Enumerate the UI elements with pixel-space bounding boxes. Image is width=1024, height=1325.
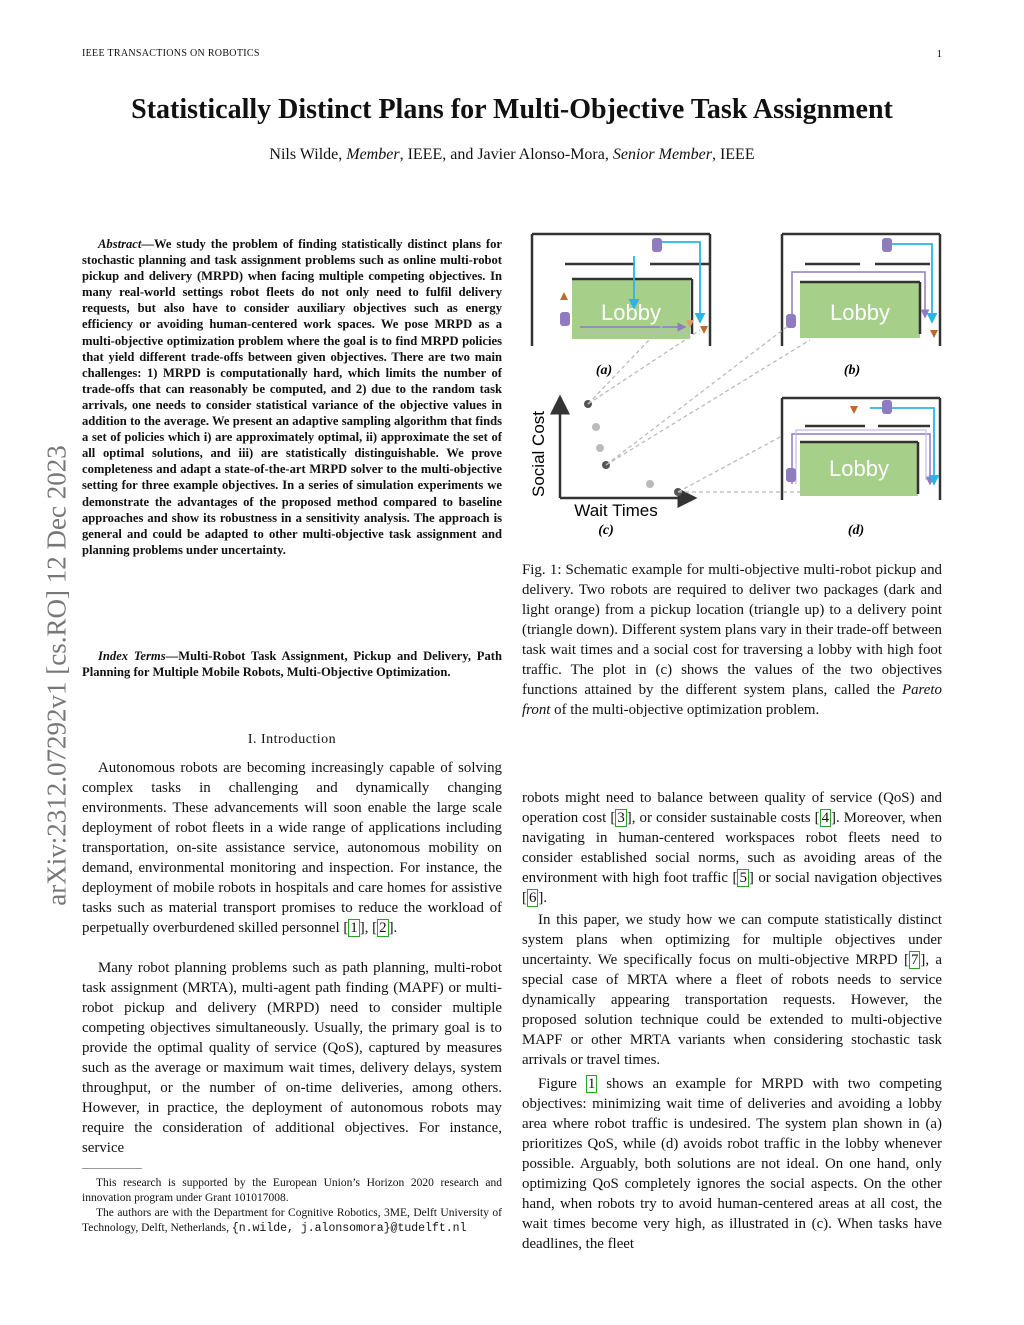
paper-title: Statistically Distinct Plans for Multi-Objective Task Assignment [131,94,893,125]
pickup-icon [560,292,568,300]
citation-link[interactable]: 6 [528,890,537,906]
text-span: In this paper, we study how we can compute statistically distinct system plans when optimizing for multiple objectives under uncertainty. We specifically focus on multi-objective MRPD [522,912,942,968]
panel-d-label: (d) [847,523,865,538]
author2-role: Senior Member [612,146,712,163]
robot-icon [786,468,796,482]
citation-link[interactable]: 1 [350,920,358,936]
lobby-label: Lobby [829,456,889,481]
delivery-icon [930,330,938,338]
running-header: IEEE TRANSACTIONS ON ROBOTICS [82,48,260,59]
panel-b-label: (b) [843,363,861,378]
caption-label: Fig. 1: [522,562,562,578]
lobby-label: Lobby [830,300,890,325]
text-span: , a special case of MRTA where a fleet of robots needs to service dynamically appearing transportation requests. However, the proposed solution technique could be extended to multi-objective MAPF or other MRTA variants when considering stochastic task arrivals or travel times. [522,952,942,1068]
right-paragraph-1: robots might need to balance between quality of service (QoS) and operation cost [ 3 ], or consider sustainable costs [ 4 ]. Moreover, when navigating in human-centered workspaces robot fleets need to consider established social norms, such as avoiding areas of the environment with high foot traffic [ 5 ] or social navigation objectives [ 6 ]. [522,790,942,906]
abstract-label: Abstract [98,237,142,251]
intro-p2-text: Many robot planning problems such as path planning, multi-robot task assignment (MRTA), multi-agent path finding (MAPF) or multi-robot pickup and delivery (MRPD) need to consider multiple competing objectives simultaneously. Usually, the primary goal is to provide the optimal quality of service (QoS), captured by measures such as the average or maximum wait times, delivery delays, system throughput, or the number of on-time deliveries, among others. However, in practice, the deployment of autonomous robots may require the consideration of additional objectives. For instance, service [82,960,502,1156]
text-span: or social navigation objectives [753,870,942,886]
citation-link[interactable]: 3 [617,810,625,826]
author-line [0,146,1024,164]
robot-icon [560,312,570,326]
figure-caption [522,560,942,720]
index-terms-label: Index Terms [98,649,166,663]
panel-b-map [782,234,940,378]
right-paragraph-3 [522,1074,942,1254]
author-connector: , IEEE, and Javier Alonso-Mora, [399,146,613,163]
page-number: 1 [936,48,942,60]
caption-text: Schematic example for multi-objective multi-robot pickup and delivery. Two robots are required to deliver two packages (dark and light orange) from a pickup location (triangle up) to a delivery point (triangle down). Different system plans vary in their trade-off between task wait times and a social cost for traversing a lobby with high foot traffic. The plot in (c) shows the values of the two objectives functions attained by the different system plans, called the [522,562,942,698]
citation-link[interactable]: 4 [821,810,830,826]
figure-1 [520,222,950,552]
intro-paragraph-1: Autonomous robots are becoming increasingly capable of solving complex tasks in challenging and dynamically changing environments. These advancements will soon enable the large scale deployment of robot fleets in a wide range of applications including transportation, on-site assistance service, autonomous mobility on demand, environmental monitoring and inspection. For instance, the deployment of mobile robots in hospitals and care homes for assistive tasks such as material transport promises to reduce the workload of perpetually overburdened skilled personnel [ 1 ], [ 2 ]. [82,760,502,936]
text-span: Figure [538,1076,586,1092]
citation-link[interactable]: 2 [379,920,387,936]
footnote-affiliation [82,1206,502,1236]
robot-icon [882,238,892,252]
pareto-point [646,480,654,488]
y-axis-label: Social Cost [529,411,548,497]
robot-icon [652,238,662,252]
pareto-point [592,423,600,431]
caption-end: of the multi-objective optimization problem. [550,702,820,718]
robot-icon [882,400,892,414]
author-suffix: , IEEE [711,146,755,163]
abstract [82,236,502,558]
citation-link[interactable]: 5 [739,870,747,886]
author1-role: Member [346,146,400,163]
footnote-divider [82,1168,142,1169]
lobby-label: Lobby [601,300,661,325]
panel-c-label: (c) [598,523,614,538]
text-span: . Moreover, when navigating in human-centered workspaces robot fleets need to consider established social norms, such as avoiding areas of the environment with high foot traffic [522,810,942,886]
panel-a-map [532,234,710,378]
intro-p1-text: Autonomous robots are becoming increasingly capable of solving complex tasks in challenging and dynamically changing environments. These advancements will soon enable the large scale deployment of robot fleets in a wide range of applications including transportation, on-site assistance service, autonomous mobility on demand, environmental monitoring and inspection. For instance, the deployment of mobile robots in hospitals and care homes for assistive tasks such as material transport promises to reduce the workload of perpetually overburdened skilled personnel [82,760,502,936]
citation-link[interactable]: 7 [910,952,919,968]
arxiv-side-label: arXiv:2312.07292v1 [cs.RO] 12 Dec 2023 [41,445,72,906]
panel-a-label: (a) [595,363,613,378]
delivery-icon [700,326,708,334]
text-span: , or consider sustainable costs [631,810,811,826]
x-axis-label: Wait Times [574,501,658,520]
intro-paragraph-2 [82,958,502,1158]
text-span: robots might need to balance between quality of service (QoS) and operation cost [522,790,942,826]
right-paragraph-2: In this paper, we study how we can compute statistically distinct system plans when optimizing for multiple objectives under uncertainty. We specifically focus on multi-objective MRPD [ 7 ], a special case of MRTA where a fleet of robots needs to service dynamically appearing transportation requests. However, the proposed solution technique could be extended to multi-objective MAPF or other MRTA variants when considering stochastic task arrivals or travel times. [522,912,942,1068]
caption-emphasis: Pareto front [522,682,942,718]
delivery-icon [850,406,858,414]
index-terms [82,648,502,680]
pareto-point [596,444,604,452]
abstract-text: —We study the problem of finding statistically distinct plans for stochastic planning and task assignment problems such as online multi-robot pickup and delivery (MRPD) when facing multiple competing objectives. In many real-world settings robot fleets do not only need to fulfil delivery requests, but also have to consider auxiliary objectives such as energy efficiency or avoiding human-centered work spaces. We pose MRPD as a multi-objective optimization problem where the goal is to find MRPD policies that yield different trade-offs between given objectives. There are two main challenges: 1) MRPD is computationally hard, which limits the number of trade-offs that can reasonably be computed, and 2) due to the random task arrivals, one needs to consider statistical variance of the objective values in addition to the average. We present an adaptive sampling algorithm that finds a set of policies which i) are approximately optimal, ii) approximate the set of all optimal solutions, and iii) are statistically distinguishable. We prove completeness and adapt a state-of-the-art MRPD solver to the multi-objective setting for three example objectives. In a series of simulation experiments we demonstrate the advantages of the proposed method compared to baseline approaches and show its robustness in a sensitivity analysis. The approach is general and could be adapted to other multi-objective task assignment and planning problems under uncertainty. [82,237,502,557]
panel-d-map [782,398,940,538]
panel-c-plot [529,318,810,538]
robot-icon [786,314,796,328]
index-terms-text: —Multi-Robot Task Assignment, Pickup and Delivery, Path Planning for Multiple Mobile Robots, Multi-Objective Optimization. [82,649,502,680]
author-emails[interactable]: {n.wilde, j.alonsomora}@tudelft.nl [231,1222,467,1235]
figure-reference-link[interactable]: 1 [587,1076,596,1092]
author1-name: Nils Wilde, [269,146,347,163]
text-span: shows an example for MRPD with two competing objectives: minimizing wait time of deliveries and avoiding a lobby area where robot traffic is undesired. The system plan shown in (a) prioritizes QoS, while (d) avoids robot traffic in the lobby whenever possible. Arguably, both solutions are not ideal. On one hand, only optimizing QoS completely ignores the social aspects. On the other hand, when robots try to avoid human-centered areas at all cost, the wait times become very high, as illustrated in (c). When tasks have deadlines, the fleet [522,1076,942,1252]
footnote-funding: This research is supported by the European Union’s Horizon 2020 research and innovation program under Grant 101017008. [82,1177,502,1204]
footnotes [82,1176,502,1236]
figure-1-svg [520,222,950,552]
affiliation-text: The authors are with the Department for Cognitive Robotics, 3ME, Delft University of Technology, Delft, Netherlands, [82,1207,502,1234]
section-heading: I. Introduction [247,732,337,747]
